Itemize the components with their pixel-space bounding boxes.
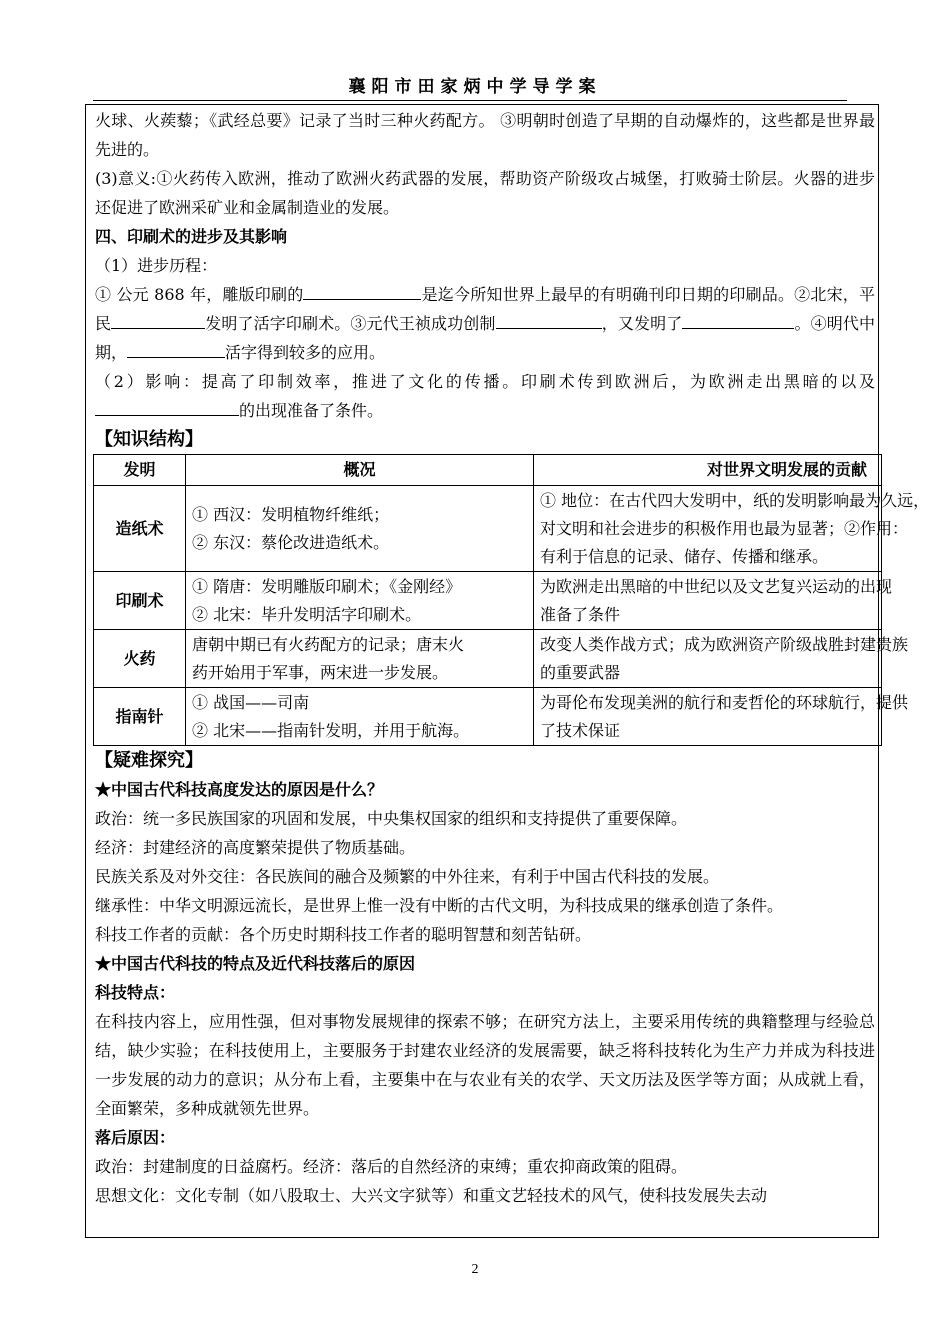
knowledge-structure-table <box>93 454 930 746</box>
cell-line: 对文明和社会进步的积极作用也最为显著；②作用： <box>540 518 909 538</box>
page-content <box>95 106 930 1210</box>
paragraph: 在科技内容上，应用性强，但对事物发展规律的探索不够；在研究方法上，主要采用传统的典籍整理与经验总结，缺少实验；在科技使用上，主要服务于封建农业经济的发展需要，缺乏将科技转化为生产力并成为科技进一步发展的动力的意识；从分布上看，主要集中在与农业有关的农学、天文历法及医学等方面；从成就上看，全面繁荣，多种成就领先世界。 <box>95 1012 875 1118</box>
answer-blank[interactable] <box>682 311 794 329</box>
contribution-cell <box>534 572 893 630</box>
cell-line: 药开始用于军事，两宋进一步发展。 <box>192 662 449 682</box>
subheading: （1）进步历程： <box>95 256 218 275</box>
cell-line: ② 东汉：蔡伦改进造纸术。 <box>192 532 390 552</box>
paragraph: 思想文化：文化专制（如八股取士、大兴文字狱等）和重文艺轻技术的风气，使科技发展失去动 <box>95 1186 768 1205</box>
column-header-invention: 发明 <box>94 455 186 486</box>
answer-blank[interactable] <box>303 282 421 300</box>
column-header-contribution: 对世界文明发展的贡献 <box>534 455 882 486</box>
question-heading: ★中国古代科技高度发达的原因是什么？ <box>95 780 384 799</box>
cell-line: 了技术保证 <box>540 720 621 740</box>
overview-cell <box>186 572 534 630</box>
cell-line: 的重要武器 <box>540 662 621 682</box>
cell-line: 为欧洲走出黑暗的中世纪以及文艺复兴运动的出现 <box>540 576 893 596</box>
overview-cell <box>186 630 534 688</box>
subheading: 落后原因： <box>95 1128 176 1147</box>
cell-line: ① 战国——司南 <box>192 692 310 712</box>
invention-name: 火药 <box>94 630 186 688</box>
contribution-cell <box>534 688 909 746</box>
answer-blank[interactable] <box>95 398 239 416</box>
paragraph: 政治：统一多民族国家的巩固和发展，中央集权国家的组织和支持提供了重要保障。 <box>95 809 688 828</box>
answer-blank[interactable] <box>111 311 205 329</box>
page-header-title: 襄阳市田家炳中学导学案 <box>348 77 602 97</box>
contribution-cell <box>534 630 909 688</box>
cell-line: 准备了条件 <box>540 604 621 624</box>
header-divider <box>93 100 847 101</box>
section-heading: 【疑难探究】 <box>95 750 203 771</box>
overview-cell <box>186 486 534 572</box>
text-span: ① 公元 868 年，雕版印刷的 <box>95 285 304 304</box>
invention-name: 指南针 <box>94 688 186 746</box>
contribution-cell <box>534 486 930 572</box>
text-span: （2）影响：提高了印制效率，推进了文化的传播。印刷术传到欧洲后，为欧洲走出黑暗的以及 <box>95 372 875 391</box>
text-span: 。④明代中期， <box>95 314 875 362</box>
text-span: 发明了活字印刷术。③元代王祯成功创制 <box>205 314 496 333</box>
answer-blank[interactable] <box>127 340 225 358</box>
paragraph: 科技工作者的贡献：各个历史时期科技工作者的聪明智慧和刻苦钻研。 <box>95 925 592 944</box>
subheading: 科技特点： <box>95 983 176 1002</box>
overview-cell <box>186 688 534 746</box>
cell-line: ② 北宋——指南针发明，并用于航海。 <box>192 720 470 740</box>
paragraph: 民族关系及对外交往：各民族间的融合及频繁的中外往来，有利于中国古代科技的发展。 <box>95 867 720 886</box>
text-span: 活字得到较多的应用。 <box>225 343 386 362</box>
table-row <box>94 486 882 572</box>
question-heading: ★中国古代科技的特点及近代科技落后的原因 <box>95 954 416 973</box>
column-header-overview: 概况 <box>186 455 534 486</box>
paragraph: 政治：封建制度的日益腐朽。经济：落后的自然经济的束缚；重农抑商政策的阻碍。 <box>95 1157 688 1176</box>
cell-line: 唐朝中期已有火药配方的记录；唐末火 <box>192 634 465 654</box>
table-row <box>94 688 882 746</box>
text-span: ，又发明了 <box>601 314 683 333</box>
table-row <box>94 572 882 630</box>
paragraph: 火球、火蒺藜；《武经总要》记录了当时三种火药配方。 ③明朝时创造了早期的自动爆炸的，这些都是世界最先进的。 <box>95 111 875 159</box>
paragraph: 经济：封建经济的高度繁荣提供了物质基础。 <box>95 838 416 857</box>
cell-line: ① 隋唐：发明雕版印刷术；《金刚经》 <box>192 576 462 596</box>
paragraph: 继承性：中华文明源远流长，是世界上惟一没有中断的古代文明，为科技成果的继承创造了条件。 <box>95 896 784 915</box>
page-number: 2 <box>471 1262 479 1277</box>
paragraph: (3)意义:①火药传入欧洲，推动了欧洲火药武器的发展，帮助资产阶级攻占城堡，打败骑士阶层。火器的进步还促进了欧洲采矿业和金属制造业的发展。 <box>95 169 875 217</box>
cell-line: ② 北宋：毕升发明活字印刷术。 <box>192 604 422 624</box>
invention-name: 造纸术 <box>94 486 186 572</box>
fill-in-paragraph <box>95 367 875 425</box>
section-heading: 四、印刷术的进步及其影响 <box>95 227 288 246</box>
table-row <box>94 630 882 688</box>
cell-line: ① 西汉：发明植物纤维纸； <box>192 504 390 524</box>
table-header-row <box>94 455 882 486</box>
text-span: 是迄今所知世界上最早的有明确刊印日期的印刷品。②北宋，平民 <box>95 285 875 333</box>
invention-name: 印刷术 <box>94 572 186 630</box>
section-heading: 【知识结构】 <box>95 429 203 450</box>
cell-line: 有利于信息的记录、储存、传播和继承。 <box>540 546 829 566</box>
cell-line: 为哥伦布发现美洲的航行和麦哲伦的环球航行，提供 <box>540 692 909 712</box>
text-span: 的出现准备了条件。 <box>239 401 384 420</box>
fill-in-paragraph <box>95 280 875 367</box>
answer-blank[interactable] <box>496 311 602 329</box>
cell-line: 改变人类作战方式；成为欧洲资产阶级战胜封建贵族 <box>540 634 909 654</box>
cell-line: ① 地位：在古代四大发明中，纸的发明影响最为久远， <box>540 490 930 510</box>
